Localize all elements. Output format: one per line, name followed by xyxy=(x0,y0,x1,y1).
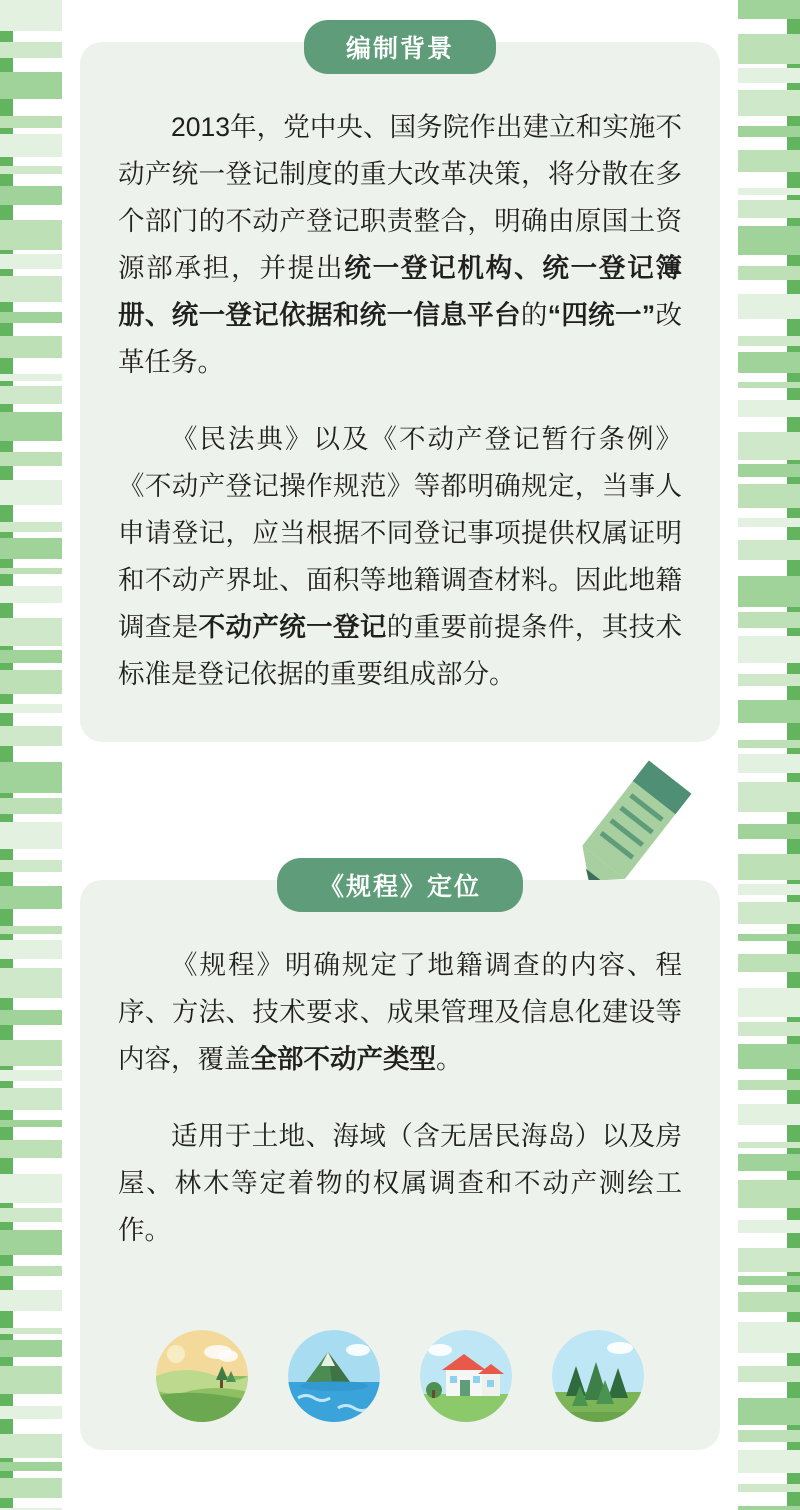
section-title-background: 编制背景 xyxy=(304,20,496,74)
stripe-band xyxy=(0,72,62,99)
stripe-band xyxy=(0,1478,62,1498)
stripe-band xyxy=(0,254,62,269)
stripe-band xyxy=(738,540,800,560)
stripe-band xyxy=(0,374,62,381)
section-body-positioning xyxy=(80,880,720,1264)
stripe-band xyxy=(0,926,62,934)
stripe-band xyxy=(0,186,62,205)
stripe-band xyxy=(0,1088,62,1110)
stripe-band xyxy=(738,484,800,508)
section-card-background xyxy=(80,35,720,742)
stripe-band xyxy=(0,1340,62,1357)
stripe-band xyxy=(738,1322,800,1353)
stripe-band xyxy=(0,568,62,574)
stripe-band xyxy=(0,1230,62,1255)
stripe-band xyxy=(0,312,62,323)
pencil-icon xyxy=(562,756,702,896)
stripe-band xyxy=(738,674,800,686)
stripe-band xyxy=(738,854,800,880)
stripe-band xyxy=(738,464,800,477)
stripe-band xyxy=(0,276,62,302)
stripe-band xyxy=(0,0,62,31)
stripe-band xyxy=(0,798,62,814)
paragraph xyxy=(118,104,682,386)
stripe-band xyxy=(0,42,62,58)
section-body-background xyxy=(80,42,720,708)
stripe-band xyxy=(738,1154,800,1171)
stripe-band xyxy=(738,636,800,663)
stripe-band xyxy=(738,266,800,280)
stripe-band xyxy=(738,740,800,748)
left-decorative-stripes xyxy=(0,0,62,1510)
stripe-band xyxy=(0,116,62,128)
stripe-band xyxy=(738,884,800,895)
stripe-band xyxy=(738,382,800,388)
stripe-band xyxy=(0,968,62,998)
stripe-band xyxy=(0,1010,62,1025)
stripe-band xyxy=(738,0,800,19)
stripe-band xyxy=(738,934,800,941)
stripe-band xyxy=(738,754,800,773)
stripe-band xyxy=(0,1328,62,1334)
stripe-band xyxy=(0,1366,62,1394)
section-title-positioning: 《规程》定位 xyxy=(277,858,523,912)
stripe-band xyxy=(738,1044,800,1069)
stripe-band xyxy=(738,518,800,527)
text-run: 适用于土地、海域（含无居民海岛）以及房屋、林木等定着物的权属调查和不动产测绘工作。 xyxy=(118,1121,682,1245)
illustration-row xyxy=(80,1330,720,1422)
stripe-band xyxy=(738,700,800,723)
paragraph xyxy=(118,416,682,698)
stripe-band xyxy=(738,1276,800,1285)
stripe-band xyxy=(0,1434,62,1458)
stripe-band xyxy=(738,1022,800,1036)
stripe-band xyxy=(0,1174,62,1203)
stripe-band xyxy=(738,1366,800,1382)
stripe-band xyxy=(738,34,800,64)
stripe-band xyxy=(0,1140,62,1158)
section-card-positioning xyxy=(80,873,720,1450)
stripe-band xyxy=(0,670,62,694)
stripe-band xyxy=(738,432,800,460)
text-run: 《规程》明确规定了地籍调查的内容、程序、方法、技术要求、成果管理及信息化建设等内容，覆盖 xyxy=(118,950,682,1074)
stripe-band xyxy=(0,480,62,505)
stripe-band xyxy=(0,1266,62,1276)
paragraph xyxy=(118,942,682,1083)
stripe-band xyxy=(738,200,800,218)
stripe-band xyxy=(0,618,62,646)
stripe-band xyxy=(0,822,62,849)
stripe-band xyxy=(0,940,62,959)
farmland-illustration xyxy=(156,1330,248,1422)
stripe-band xyxy=(738,1506,800,1510)
stripe-band xyxy=(738,1430,800,1442)
stripe-band xyxy=(738,988,800,1017)
stripe-band xyxy=(0,538,62,559)
stripe-band xyxy=(0,1040,62,1066)
stripe-band xyxy=(738,824,800,839)
stripe-band xyxy=(738,1398,800,1425)
content-column xyxy=(62,0,738,1510)
stripe-band xyxy=(0,220,62,250)
island-sea-illustration xyxy=(288,1330,380,1422)
stripe-band xyxy=(738,1104,800,1125)
stripe-band xyxy=(738,226,800,255)
stripe-band xyxy=(0,1462,62,1471)
text-run: 的 xyxy=(520,300,548,330)
text-run-bold: 不动产统一登记 xyxy=(198,612,387,642)
stripe-band xyxy=(0,412,62,441)
stripe-band xyxy=(0,1070,62,1081)
stripe-band xyxy=(738,782,800,812)
stripe-band xyxy=(738,954,800,972)
stripe-band xyxy=(0,586,62,603)
stripe-band xyxy=(738,1248,800,1272)
stripe-band xyxy=(0,762,62,793)
stripe-band xyxy=(738,400,800,417)
stripe-band xyxy=(0,386,62,404)
stripe-band xyxy=(738,150,800,172)
stripe-band xyxy=(738,576,800,607)
paragraph xyxy=(118,1113,682,1254)
stripe-band xyxy=(738,1450,800,1473)
text-run: 改革任务。 xyxy=(118,300,683,377)
stripe-band xyxy=(0,1406,62,1419)
stripe-band xyxy=(738,612,800,628)
stripe-band xyxy=(738,188,800,195)
stripe-band xyxy=(738,68,800,83)
stripe-band xyxy=(0,726,62,746)
stripe-band xyxy=(738,1292,800,1312)
stripe-band xyxy=(738,1080,800,1090)
stripe-band xyxy=(0,704,62,713)
stripe-band xyxy=(738,902,800,924)
stripe-band xyxy=(738,352,800,373)
stripe-band xyxy=(0,1120,62,1127)
stripe-band xyxy=(0,1290,62,1311)
stripe-band xyxy=(738,90,800,116)
text-run-bold: 全部不动产类型 xyxy=(250,1044,436,1074)
stripe-band xyxy=(0,860,62,872)
text-run-bold: 统一登记机构、统一登记簿册、统一登记依据和统一信息平台 xyxy=(118,253,683,330)
stripe-band xyxy=(0,650,62,663)
house-illustration xyxy=(420,1330,512,1422)
text-run: 《民法典》以及《不动产登记暂行条例》《不动产登记操作规范》等都明确规定，当事人申请登记，应当根据不同登记事项提供权属证明和不动产界址、面积等地籍调查材料。因此地籍调查是 xyxy=(118,424,682,642)
text-run: 的重要前提条件，其技术标准是登记依据的重要组成部分。 xyxy=(118,612,682,689)
stripe-band xyxy=(0,522,62,532)
right-decorative-stripes xyxy=(738,0,800,1510)
text-run: 2013年，党中央、国务院作出建立和实施不动产统一登记制度的重大改革决策，将分散在多个部门的不动产登记职责整合，明确由原国土资源部承担，并提出 xyxy=(118,112,682,283)
stripe-band xyxy=(0,134,62,157)
stripe-band xyxy=(0,452,62,466)
stripe-band xyxy=(0,166,62,174)
stripe-band xyxy=(738,1484,800,1492)
stripe-band xyxy=(738,294,800,319)
forest-illustration xyxy=(552,1330,644,1422)
stripe-band xyxy=(0,1208,62,1222)
stripe-band xyxy=(738,336,800,346)
stripe-band xyxy=(0,886,62,909)
stripe-band xyxy=(738,1142,800,1148)
stripe-band xyxy=(738,126,800,137)
text-run: 。 xyxy=(436,1044,463,1074)
stripe-band xyxy=(0,336,62,358)
stripe-band xyxy=(738,1220,800,1233)
text-run-bold: “四统一” xyxy=(547,300,656,330)
stripe-band xyxy=(738,1180,800,1208)
